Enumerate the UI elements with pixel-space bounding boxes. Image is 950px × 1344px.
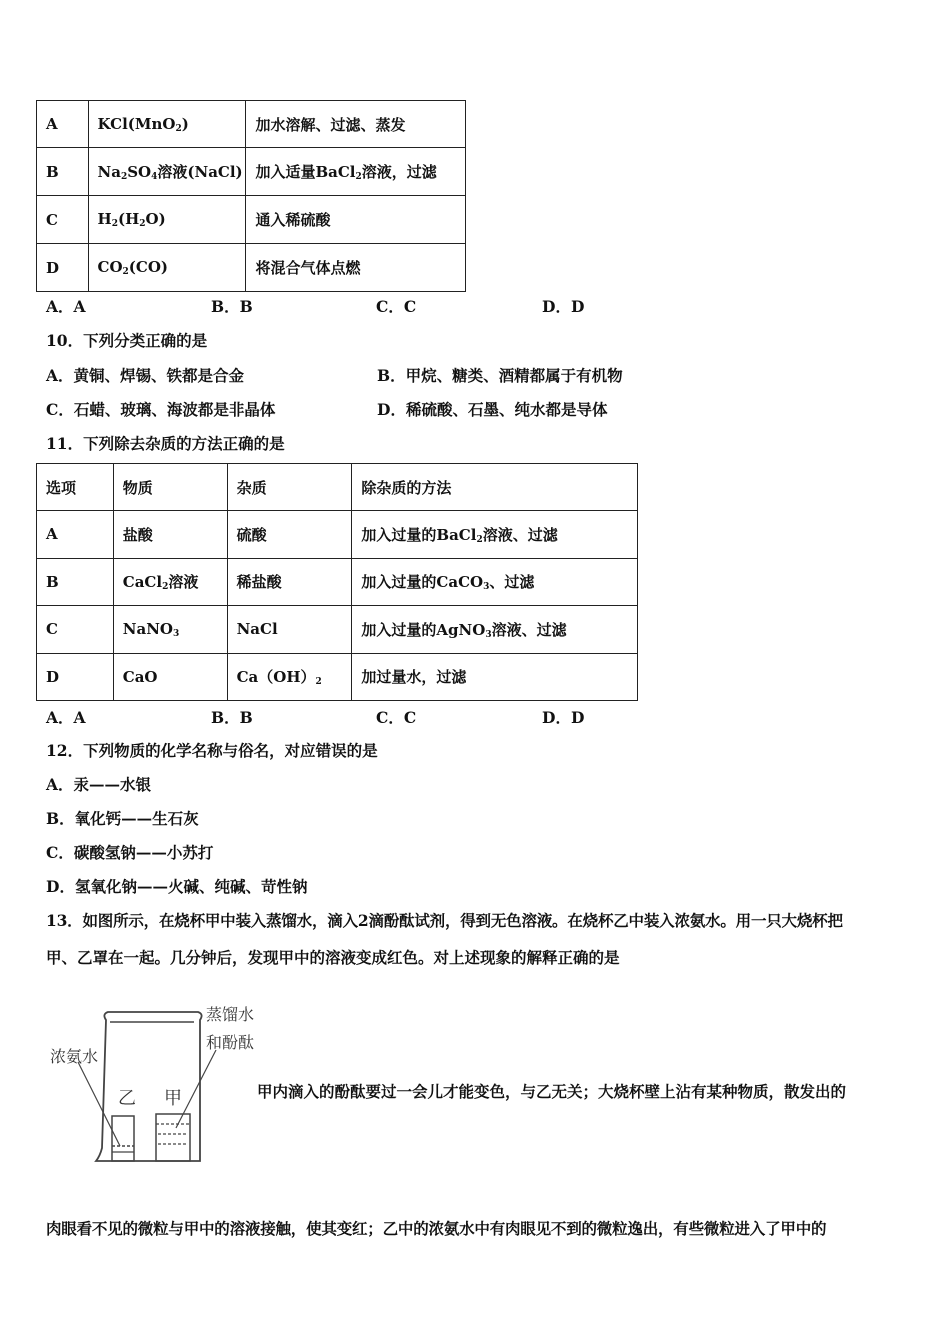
method-cell: 加过量水，过滤: [352, 653, 638, 701]
option-cell: D: [37, 653, 114, 701]
option-cell: B: [37, 148, 89, 196]
substance-cell: CaO: [113, 653, 227, 701]
q11-choices: [46, 706, 746, 726]
q12-option-c[interactable]: C．碳酸氢钠——小苏打: [46, 843, 214, 862]
substance-cell: CaCl$_2$溶液: [113, 558, 227, 606]
q13-stem-line1: 13．如图所示，在烧杯甲中装入蒸馏水，滴入2滴酚酞试剂，得到无色溶液。在烧杯乙中装入浓氨水。用一只大烧杯把: [46, 911, 843, 930]
q10-option-c[interactable]: C．石蜡、玻璃、海波都是非晶体: [46, 400, 276, 419]
impurity-cell: 稀盐酸: [227, 558, 352, 606]
table-row: [37, 606, 638, 654]
table-row: [37, 511, 638, 559]
table-row: [37, 653, 638, 701]
substance-cell: 盐酸: [113, 511, 227, 559]
header-method: 除杂质的方法: [352, 464, 638, 511]
q13-option-a-text[interactable]: 甲内滴入的酚酞要过一会儿才能变色，与乙无关；大烧杯壁上沾有某种物质，散发出的: [257, 1082, 847, 1101]
choice-a[interactable]: A．A: [46, 708, 86, 727]
option-cell: A: [37, 511, 114, 559]
method-cell: 加入过量的BaCl$_2$溶液、过滤: [352, 511, 638, 559]
substance-cell: NaNO$_3$: [113, 606, 227, 654]
choice-b[interactable]: B．B: [211, 297, 253, 316]
label-ammonia: 浓氨水: [50, 1047, 99, 1066]
q10-option-a[interactable]: A．黄铜、焊锡、铁都是合金: [46, 366, 245, 385]
method-cell: 加入适量BaCl$_2$溶液，过滤: [246, 148, 466, 196]
q12-option-a[interactable]: A．汞——水银: [46, 775, 152, 794]
q12-option-b[interactable]: B．氧化钙——生石灰: [46, 809, 199, 828]
choice-c[interactable]: C．C: [376, 297, 417, 316]
substance-cell: $CO_2(CO)$: [88, 244, 246, 292]
q9-choices: [46, 295, 746, 315]
label-phenolphthalein: 和酚酞: [206, 1033, 255, 1052]
method-cell: 加入过量的CaCO$_3$、过滤: [352, 558, 638, 606]
method-cell: 加入过量的AgNO$_3$溶液、过滤: [352, 606, 638, 654]
q13-stem-line2: 甲、乙罩在一起。几分钟后，发现甲中的溶液变成红色。对上述现象的解释正确的是: [46, 948, 620, 967]
impurity-cell: 硫酸: [227, 511, 352, 559]
q13-option-b-text[interactable]: 肉眼看不见的微粒与甲中的溶液接触，使其变红；乙中的浓氨水中有肉眼见不到的微粒逸出，有些微粒进入了甲中的: [46, 1219, 827, 1238]
substance-cell: KCl(MnO$_2$): [88, 101, 246, 148]
choice-c[interactable]: C．C: [376, 708, 417, 727]
method-cell: 将混合气体点燃: [246, 244, 466, 292]
option-cell: C: [37, 196, 89, 244]
label-distilled-water: 蒸馏水: [206, 1005, 255, 1024]
choice-d[interactable]: D．D: [542, 297, 585, 316]
substance-cell: $H_2(H_2O)$: [88, 196, 246, 244]
choice-a[interactable]: A．A: [46, 297, 86, 316]
q10-stem: 10．下列分类正确的是: [46, 331, 208, 350]
option-cell: A: [37, 101, 89, 148]
substance-cell: $Na_2SO_4$溶液(NaCl): [88, 148, 246, 196]
table-row: [37, 148, 466, 196]
q11-stem: 11．下列除去杂质的方法正确的是: [46, 434, 285, 453]
table-row: [37, 196, 466, 244]
option-cell: D: [37, 244, 89, 292]
q10-option-d[interactable]: D．稀硫酸、石墨、纯水都是导体: [377, 400, 608, 419]
q12-option-d[interactable]: D．氢氧化钠——火碱、纯碱、苛性钠: [46, 877, 308, 896]
beaker-figure: [48, 998, 258, 1173]
q10-option-b[interactable]: B．甲烷、糖类、酒精都属于有机物: [377, 366, 623, 385]
impurity-cell: NaCl: [227, 606, 352, 654]
table-row: [37, 244, 466, 292]
label-beaker-yi: 乙: [118, 1088, 136, 1109]
q9-table: [36, 100, 466, 292]
q12-stem: 12．下列物质的化学名称与俗名，对应错误的是: [46, 741, 378, 760]
method-cell: 加水溶解、过滤、蒸发: [246, 101, 466, 148]
header-substance: 物质: [113, 464, 227, 511]
header-impurity: 杂质: [227, 464, 352, 511]
method-cell: 通入稀硫酸: [246, 196, 466, 244]
choice-b[interactable]: B．B: [211, 708, 253, 727]
label-beaker-jia: 甲: [164, 1088, 182, 1109]
header-option: 选项: [37, 464, 114, 511]
option-cell: B: [37, 558, 114, 606]
choice-d[interactable]: D．D: [542, 708, 585, 727]
impurity-cell: $Ca(OH)_2$: [227, 653, 352, 701]
q11-table: [36, 463, 638, 701]
table-row: [37, 101, 466, 148]
option-cell: C: [37, 606, 114, 654]
table-row: [37, 558, 638, 606]
